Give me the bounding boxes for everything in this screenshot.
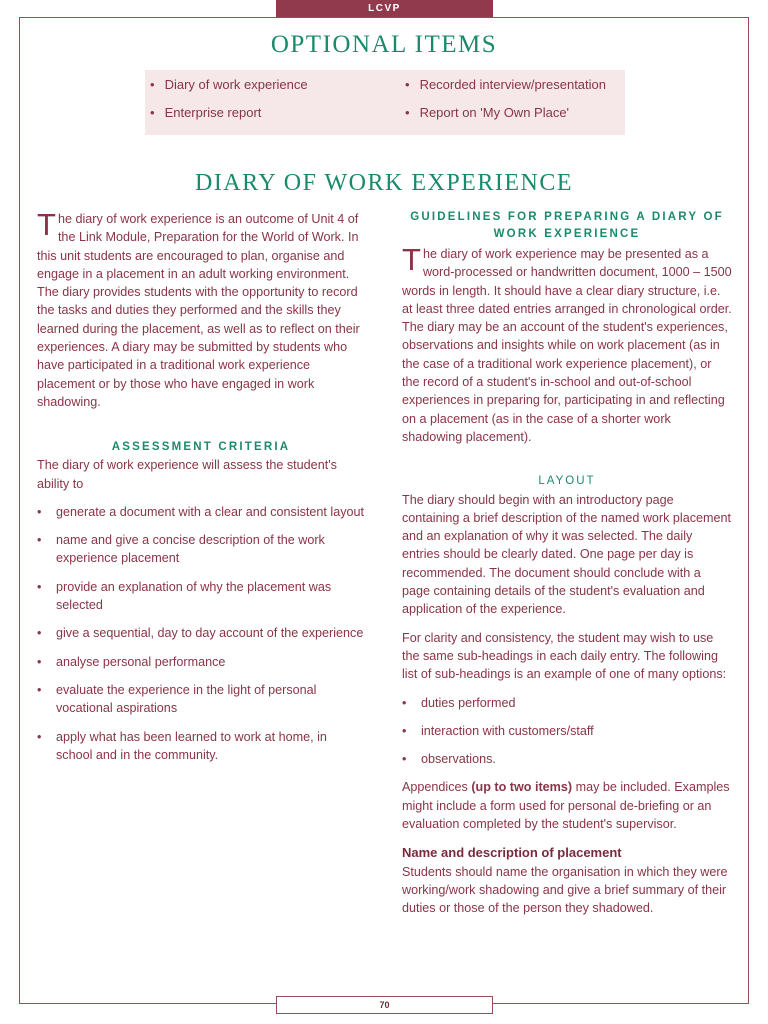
assessment-intro: The diary of work experience will assess the student's ability to — [37, 458, 337, 491]
list-item: • name and give a concise description of the work experience placement — [37, 531, 365, 568]
list-item: • observations. — [402, 750, 732, 768]
drop-cap: T — [402, 242, 421, 277]
optional-item: • Enterprise report — [150, 105, 261, 120]
optional-item: • Recorded interview/presentation — [405, 77, 606, 92]
guidelines-paragraph — [402, 242, 732, 446]
intro-paragraph — [37, 207, 365, 411]
optional-items-title: OPTIONAL ITEMS — [270, 31, 498, 58]
guidelines-heading: GUIDELINES FOR PREPARING A DIARY OF WORK EXPERIENCE — [410, 211, 724, 240]
diary-title: DIARY OF WORK EXPERIENCE — [194, 170, 573, 196]
layout-heading: LAYOUT — [538, 475, 596, 488]
list-item: • generate a document with a clear and consistent layout — [37, 503, 365, 521]
list-item: • analyse personal performance — [37, 653, 365, 671]
appendices-text: may be included. Examples might include a form used for personal de-briefing or an evaluation completed by the student's supervisor. — [402, 780, 730, 832]
layout-paragraph-2: For clarity and consistency, the student may wish to use the same sub-headings in each daily entry. The following list of sub-headings is an example of one of many options: — [402, 630, 727, 682]
appendices-text: Appendices — [402, 780, 472, 795]
right-column — [402, 209, 732, 918]
header-tab: LCVP — [276, 0, 493, 17]
optional-item: • Diary of work experience — [150, 77, 308, 92]
page-number: 70 — [276, 996, 493, 1014]
name-description-text: Students should name the organisation in which they were working/work shadowing and give a brief summary of their duties or those of the person they shadowed. — [402, 864, 728, 916]
left-column — [37, 207, 365, 774]
drop-cap: T — [37, 207, 56, 242]
appendices-paragraph — [402, 778, 732, 833]
list-item: • duties performed — [402, 694, 732, 712]
list-item: • apply what has been learned to work at home, in school and in the community. — [37, 728, 365, 765]
optional-items-box — [145, 70, 625, 135]
layout-paragraph-1: The diary should begin with an introductory page containing a brief description of the named work placement and an explanation of why it was selected. The daily entries should be clearly dated. One page per day is recommended. The document should conclude with a page containing details of the student's evaluation and application of the experience. — [402, 492, 732, 617]
assessment-heading: ASSESSMENT CRITERIA — [111, 441, 291, 454]
intro-text: he diary of work experience is an outcome of Unit 4 of the Link Module, Preparation for the World of Work. In this unit students are encouraged to plan, organise and engage in a placement in an adult working environment. The diary provides students with the opportunity to record the tasks and duties they performed and the skills they learned during the placement, as well as to reflect on their experiences. A diary may be submitted by students who have participated in a traditional work experience placement or by those who have engaged in work shadowing. — [37, 212, 360, 409]
optional-item: • Report on 'My Own Place' — [405, 105, 569, 120]
name-description-heading: Name and description of placement — [402, 845, 622, 861]
guidelines-text: he diary of work experience may be presented as a word-processed or handwritten document, 1000 – 1500 words in length. It should have a clear diary structure, i.e. at least three dated entries arranged in chronological order. The diary may be an account of the student's experiences, observations and insights while on work placement (as in the case of a traditional work experience placement), or the record of a student's in-school and out-of-school experiences in preparing for, participating in and reflecting on a placement (as in the case of a shorter work shadowing placement). — [402, 247, 732, 444]
appendices-bold: (up to two items) — [471, 780, 573, 795]
list-item: • interaction with customers/staff — [402, 722, 732, 740]
list-item: • evaluate the experience in the light of personal vocational aspirations — [37, 681, 365, 718]
list-item: • provide an explanation of why the placement was selected — [37, 578, 365, 615]
list-item: • give a sequential, day to day account of the experience — [37, 624, 365, 642]
subheadings-list — [402, 694, 732, 769]
assessment-list — [37, 503, 365, 764]
